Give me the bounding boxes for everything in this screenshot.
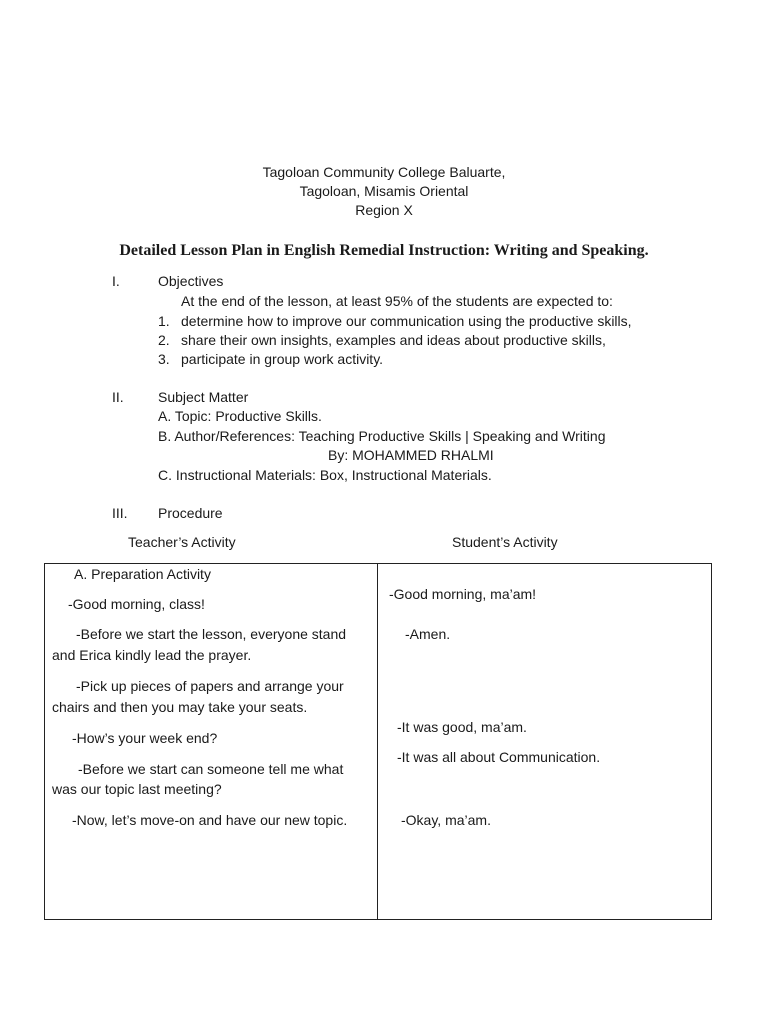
objective-num: 1. — [158, 313, 170, 329]
teacher-activity-header: Teacher’s Activity — [128, 534, 236, 550]
subject-topic: A. Topic: Productive Skills. — [158, 408, 322, 424]
teacher-line: -Before we start the lesson, everyone stand — [76, 626, 347, 642]
student-line: -Good morning, ma’am! — [389, 586, 537, 602]
student-line: -Amen. — [405, 626, 451, 642]
document-title: Detailed Lesson Plan in English Remedial Instruction: Writing and Speaking. — [119, 242, 649, 259]
teacher-line: -How’s your week end? — [72, 730, 218, 746]
objective-text: participate in group work activity. — [181, 351, 384, 367]
teacher-line: -Good morning, class! — [68, 596, 205, 612]
subject-heading: Subject Matter — [158, 389, 249, 405]
procedure-numeral: III. — [112, 505, 128, 521]
subject-numeral: II. — [112, 389, 124, 405]
student-line: -It was all about Communication. — [397, 749, 601, 765]
teacher-line: was our topic last meeting? — [52, 781, 222, 797]
teacher-line: -Before we start can someone tell me what — [78, 761, 344, 777]
teacher-line: chairs and then you may take your seats. — [52, 699, 308, 715]
teacher-line: -Now, let’s move-on and have our new topic. — [72, 812, 348, 828]
objective-num: 3. — [158, 351, 170, 367]
subject-author: B. Author/References: Teaching Productive Skills | Speaking and Writing — [158, 428, 606, 444]
objective-text: share their own insights, examples and ideas about productive skills, — [181, 332, 606, 348]
objectives-intro: At the end of the lesson, at least 95% of the students are expected to: — [181, 293, 613, 309]
student-activity-header: Student’s Activity — [452, 534, 558, 550]
school-name: Tagoloan Community College Baluarte, — [262, 164, 506, 180]
preparation-activity-label: A. Preparation Activity — [74, 566, 211, 582]
teacher-line: and Erica kindly lead the prayer. — [52, 647, 252, 663]
objective-num: 2. — [158, 332, 170, 348]
objectives-heading: Objectives — [158, 273, 224, 289]
student-line: -It was good, ma’am. — [397, 719, 527, 735]
school-region: Region X — [355, 202, 413, 218]
subject-materials: C. Instructional Materials: Box, Instructional Materials. — [158, 467, 492, 483]
school-address: Tagoloan, Misamis Oriental — [299, 183, 469, 199]
student-line: -Okay, ma’am. — [401, 812, 491, 828]
procedure-heading: Procedure — [158, 505, 223, 521]
objective-text: determine how to improve our communication using the productive skills, — [181, 313, 632, 329]
subject-by: By: MOHAMMED RHALMI — [328, 447, 494, 463]
teacher-line: -Pick up pieces of papers and arrange your — [76, 678, 344, 694]
table-divider — [377, 563, 378, 920]
objectives-numeral: I. — [112, 273, 120, 289]
